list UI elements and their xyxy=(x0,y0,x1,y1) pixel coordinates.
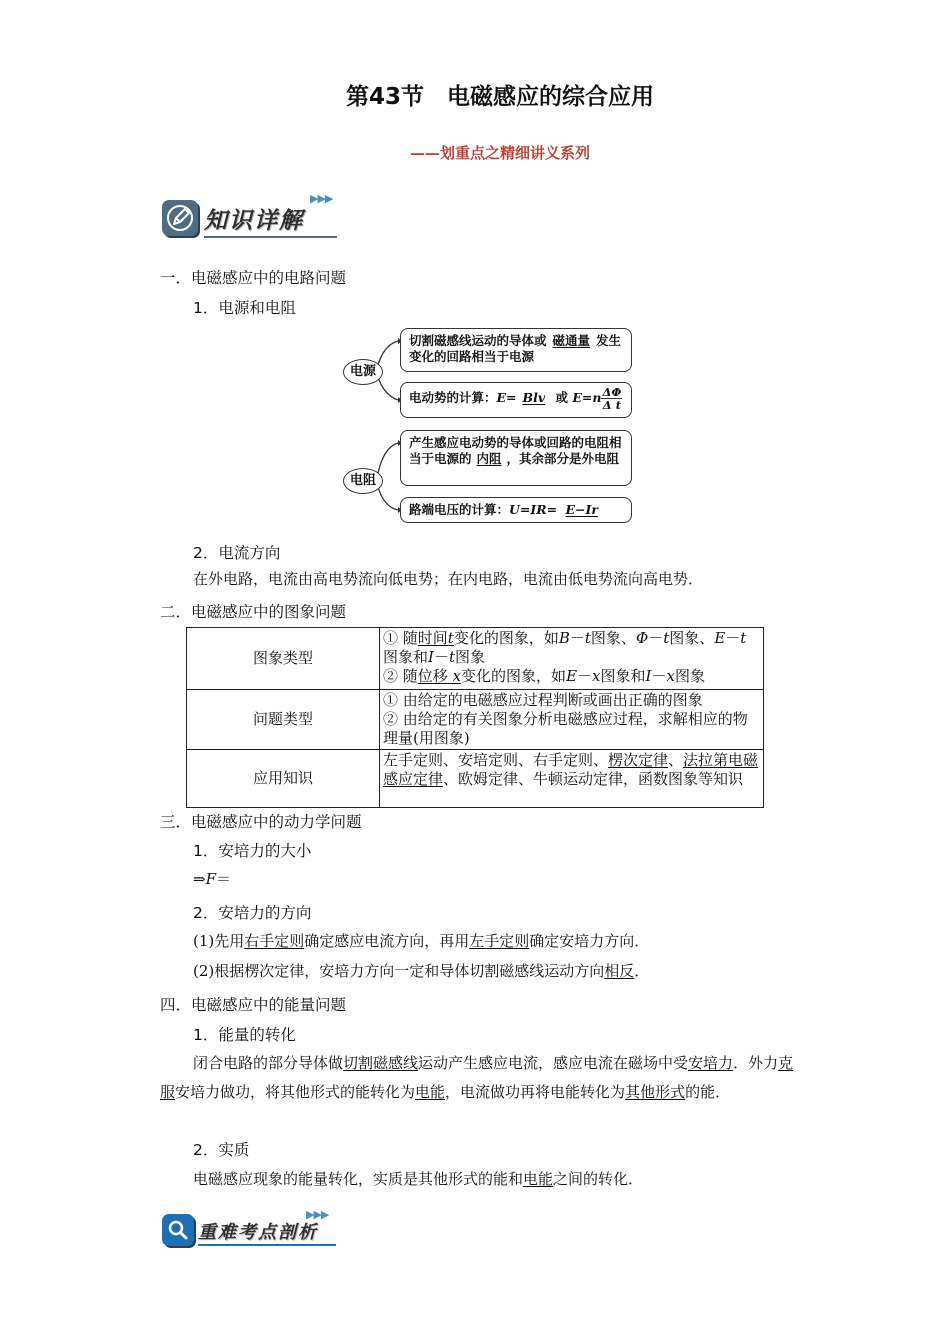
table-label-graph-type: 图象类型 xyxy=(187,628,380,690)
table-cell-applied-knowledge: 左手定则、安培定则、右手定则、楞次定律、法拉第电磁感应定律、欧姆定律、牛顿运动定律，函数图象等知识 xyxy=(380,750,764,808)
box-emf-formula: 电动势的计算：E= Blv 或 E=n $\frac{\Delta\Phi}{\text{Δ t}}$ xyxy=(400,382,632,418)
paragraph-ampere-direction-1: (1)先用右手定则确定感应电流方向，再用左手定则确定安培力方向． xyxy=(193,932,650,950)
box-source-definition: 切割磁感线运动的导体或 磁通量 发生变化的回路相当于电源 xyxy=(400,328,632,372)
table-cell-graph-type: ① 随时间t变化的图象，如B－t图象、Φ－t图象、E－t图象和I－t图象 ② 随位移 x变化的图象，如E－x图象和I－x图象 xyxy=(380,628,764,690)
table-row xyxy=(187,690,764,750)
arrows-icon: ▶▶▶ xyxy=(310,192,333,205)
box-terminal-voltage: 路端电压的计算：U=IR= E−Ir xyxy=(400,497,632,523)
paragraph-energy-conversion: 闭合电路的部分导体做切割磁感线运动产生感应电流，感应电流在磁场中受安培力．外力克服安培力做功，将其他形式的能转化为电能，电流做功再将电能转化为其他形式的能． xyxy=(160,1054,794,1101)
pencil-icon xyxy=(162,200,198,236)
subheading-1-1: 1．电源和电阻 xyxy=(193,299,296,317)
emf-fraction: $\frac{\Delta\Phi}{\text{Δ t}}$ xyxy=(602,385,622,412)
subheading-4-2: 2．实质 xyxy=(193,1141,250,1159)
box-internal-resistance: 产生感应电动势的导体或回路的电阻相当于电源的 内阻 ，其余部分是外电阻 xyxy=(400,430,632,486)
paragraph-ampere-direction-2: (2)根据楞次定律，安培力方向一定和导体切割磁感线运动方向相反． xyxy=(193,962,650,980)
magnifier-icon xyxy=(162,1214,194,1246)
table-row xyxy=(187,750,764,808)
formula-ampere-force: ⇒F＝ xyxy=(193,870,232,888)
subheading-3-2: 2．安培力的方向 xyxy=(193,904,312,922)
graph-problem-table xyxy=(186,627,764,808)
section-heading-2: 二．电磁感应中的图象问题 xyxy=(160,603,347,621)
table-row xyxy=(187,628,764,690)
node-resistance: 电阻 xyxy=(343,468,383,494)
page-title: 第43节 电磁感应的综合应用 xyxy=(345,84,654,110)
paragraph-current-direction: 在外电路，电流由高电势流向低电势；在内电路，电流由低电势流向高电势． xyxy=(193,570,704,588)
page-subtitle: ——划重点之精细讲义系列 xyxy=(409,144,590,162)
section-banner-key-points xyxy=(162,1208,352,1256)
table-label-problem-type: 问题类型 xyxy=(187,690,380,750)
table-label-applied-knowledge: 应用知识 xyxy=(187,750,380,808)
subheading-1-2: 2．电流方向 xyxy=(193,544,281,562)
banner-underline xyxy=(198,1244,336,1246)
node-power-source: 电源 xyxy=(343,359,383,385)
subheading-3-1: 1．安培力的大小 xyxy=(193,842,312,860)
table-cell-problem-type: ① 由给定的电磁感应过程判断或画出正确的图象 ② 由给定的有关图象分析电磁感应过程，求解相应的物理量(用图象) xyxy=(380,690,764,750)
banner-text: 知识详解 xyxy=(204,208,304,234)
mindmap-diagram xyxy=(340,325,640,525)
subheading-4-1: 1．能量的转化 xyxy=(193,1026,296,1044)
section-banner-knowledge xyxy=(162,192,352,242)
paragraph-essence: 电磁感应现象的能量转化，实质是其他形式的能和电能之间的转化． xyxy=(193,1170,644,1188)
banner-text: 重难考点剖析 xyxy=(198,1222,318,1243)
section-heading-4: 四．电磁感应中的能量问题 xyxy=(160,996,347,1014)
section-heading-3: 三．电磁感应中的动力学问题 xyxy=(160,813,362,831)
section-heading-1: 一．电磁感应中的电路问题 xyxy=(160,269,347,287)
arrows-icon: ▶▶▶ xyxy=(306,1208,329,1221)
banner-underline xyxy=(204,236,337,238)
